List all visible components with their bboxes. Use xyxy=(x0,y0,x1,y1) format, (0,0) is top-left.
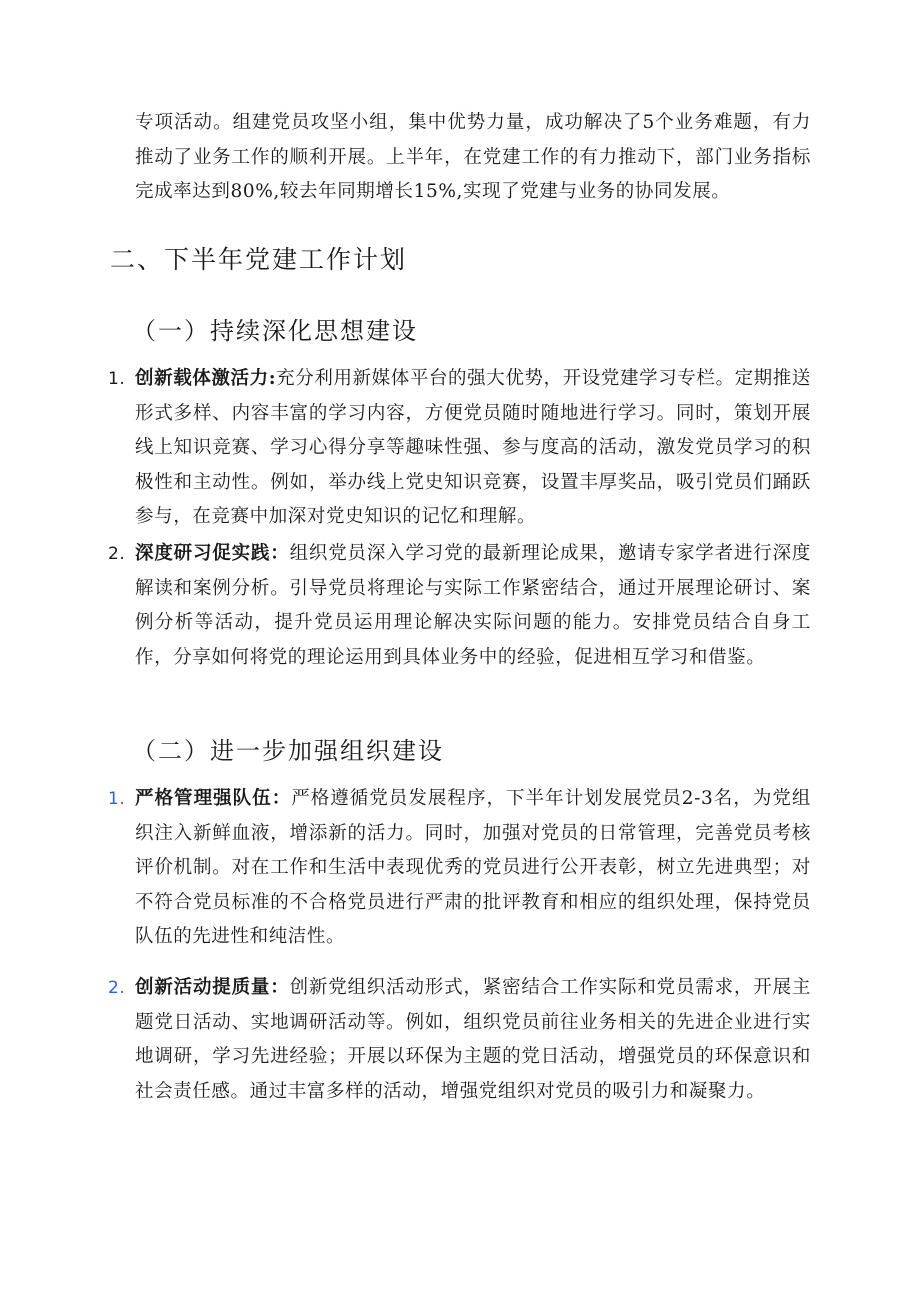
list-item-body xyxy=(135,537,811,675)
list-item xyxy=(108,782,811,955)
list-item xyxy=(108,362,811,535)
list-item-text: 严格遵循党员发展程序，下半年计划发展党员2-3名，为党组织注入新鲜血液，增添新的活力。同时，加强对党员的日常管理，完善党员考核评价机制。对在工作和生活中表现优秀的党员进行公开表彰，树立先进典型；对不符合党员标准的不合格党员进行严肃的批评教育和相应的组织处理，保持党员队伍的先进性和纯洁性。 xyxy=(135,788,811,947)
subsection-heading-thought: （一）持续深化思想建设 xyxy=(132,317,418,345)
list-item-lead: 严格管理强队伍： xyxy=(135,788,292,809)
list-number: 2. xyxy=(108,544,126,564)
section-heading: 二、下半年党建工作计划 xyxy=(110,245,408,274)
list-item-text: 组织党员深入学习党的最新理论成果，邀请专家学者进行深度解读和案例分析。引导党员将理论与实际工作紧密结合，通过开展理论研讨、案例分析等活动，提升党员运用理论解决实际问题的能力。安排党员结合自身工作，分享如何将党的理论运用到具体业务中的经验，促进相互学习和借鉴。 xyxy=(135,543,811,668)
list-item xyxy=(108,537,811,675)
subsection-heading-organization: （二）进一步加强组织建设 xyxy=(132,737,444,765)
list-item-lead: 创新载体激活力: xyxy=(135,368,277,389)
intro-paragraph: 专项活动。组建党员攻坚小组，集中优势力量，成功解决了5个业务难题，有力推动了业务工作的顺利开展。上半年，在党建工作的有力推动下，部门业务指标完成率达到80%,较去年同期增长15%,实现了党建与业务的协同发展。 xyxy=(135,112,811,202)
list-item-text: 充分利用新媒体平台的强大优势，开设党建学习专栏。定期推送形式多样、内容丰富的学习内容，方便党员随时随地进行学习。同时，策划开展线上知识竞赛、学习心得分享等趣味性强、参与度高的活动，激发党员学习的积极性和主动性。例如，举办线上党史知识竞赛，设置丰厚奖品，吸引党员们踊跃参与，在竞赛中加深对党史知识的记忆和理解。 xyxy=(135,368,811,527)
list-number: 1. xyxy=(108,369,126,389)
list-item-body xyxy=(135,782,811,955)
list-item-text: 创新党组织活动形式，紧密结合工作实际和党员需求，开展主题党日活动、实地调研活动等。例如，组织党员前往业务相关的先进企业进行实地调研，学习先进经验；开展以环保为主题的党日活动，增强党员的环保意识和社会责任感。通过丰富多样的活动，增强党组织对党员的吸引力和凝聚力。 xyxy=(135,977,811,1102)
list-item xyxy=(108,971,811,1109)
list-number: 2. xyxy=(108,978,126,998)
list-item-body xyxy=(135,362,811,535)
list-item-lead: 深度研习促实践： xyxy=(135,543,290,564)
list-item-body xyxy=(135,971,811,1109)
list-item-lead: 创新活动提质量： xyxy=(135,977,290,998)
list-number: 1. xyxy=(108,789,126,809)
